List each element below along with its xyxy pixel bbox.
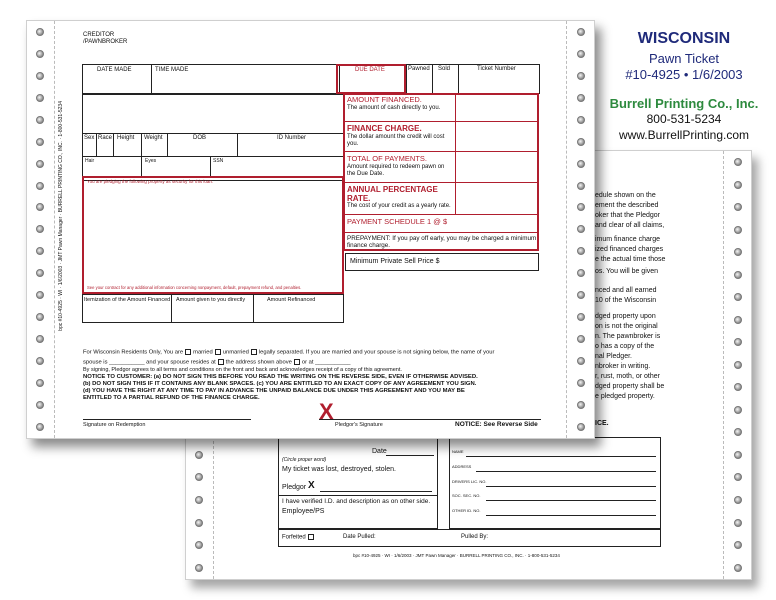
payment-schedule-label: PAYMENT SCHEDULE 1 @ $ <box>347 217 448 226</box>
back-right-tractor-strip <box>725 151 751 579</box>
company-name: Burrell Printing Co., Inc. <box>609 95 759 111</box>
form-header <box>600 30 768 143</box>
field-other-id: OTHER ID. NO. <box>452 508 481 513</box>
front-right-tractor-strip <box>568 21 594 438</box>
amount-given-label: Amount given to you directly <box>176 297 246 303</box>
amount-financed-desc: The amount of cash directly to you. <box>347 105 441 111</box>
back-pledgor-label: Pledgor <box>282 484 307 491</box>
id-col-race: Race <box>98 135 113 141</box>
signing-text: By signing, Pledgor agrees to all terms and conditions on the front and back and acknowledges receipt of a copy of this agreement. <box>83 367 402 373</box>
signature-redemption-label: Signature on Redemption <box>83 422 146 428</box>
creditor-label: CREDITOR /PAWNBROKER <box>83 32 128 45</box>
id-col-dob: DOB <box>193 135 207 141</box>
notice-d2: ENTITLED TO A PARTIAL REFUND OF THE FINANCE CHARGE. <box>83 395 260 401</box>
back-date-label: Date <box>372 448 387 455</box>
ssn-label: SSN <box>213 158 224 164</box>
itemization-label: Itemization of the Amount Financed <box>84 297 171 303</box>
amount-financed-title: AMOUNT FINANCED. <box>347 95 422 104</box>
apr-title: ANNUAL PERCENTAGE RATE. <box>347 185 438 204</box>
circle-word-note: (Circle proper word) <box>282 457 327 463</box>
company-website: www.BurrellPrinting.com <box>618 127 750 142</box>
residents-line: For Wisconsin Residents Only, You are married unmarried legally separated. If you are married and your spouse is not signing below, the name of your <box>83 349 495 356</box>
time-made-label: TIME MADE <box>155 67 189 73</box>
pledgor-signature-label: Pledgor's Signature <box>335 422 383 428</box>
id-col-weight: Weight <box>144 135 163 141</box>
notice-reverse-label: NOTICE: See Reverse Side <box>455 421 538 428</box>
notice-b: (b) DO NOT SIGN THIS IF IT CONTAINS ANY BLANK SPACES. (c) YOU ARE ENTITLED TO AN EXACT COPY OF ANY AGREEMENT YOU SIGN. <box>83 381 477 387</box>
id-col-id-number: ID Number <box>277 135 307 141</box>
field-address: ADDRESS <box>452 464 472 469</box>
forfeited-label: Forfeited <box>282 534 316 541</box>
ticket-number-label: Ticket Number <box>477 66 516 72</box>
pulled-by-label: Pulled By: <box>461 534 489 540</box>
pledged-property-box <box>82 176 344 294</box>
side-printer-text: bpc #10-4925 · WI · 1/6/2003 · JMT Pawn Manager · BURRELL PRINTING CO., INC. · 1-800-531-5234 <box>58 101 64 331</box>
eyes-label: Eyes <box>145 158 157 164</box>
contract-note: See your contract for any additional information concerning nonpayment, default, prepayment refund, and penalties. <box>87 285 302 290</box>
finance-charge-desc: The dollar amount the credit will cost you. <box>347 134 445 147</box>
doc-type: Pawn Ticket <box>648 51 720 66</box>
id-col-height: Height <box>117 135 135 141</box>
notice-d: (d) YOU HAVE THE RIGHT AT ANY TIME TO PAY IN ADVANCE THE UNPAID BALANCE DUE UNDER THIS AGREEMENT AND YOU MAY BE <box>83 388 465 394</box>
sold-label: Sold <box>438 66 451 72</box>
field-drivers-lic: DRIVERS LIC. NO. <box>452 479 487 484</box>
min-private-sell-label: Minimum Private Sell Price $ <box>350 258 440 265</box>
pledgor-x-mark: X <box>319 399 334 424</box>
field-soc-sec: SOC. SEC. NO. <box>452 493 481 498</box>
ticket-lost-text: My ticket was lost, destroyed, stolen. <box>282 466 396 473</box>
pledge-note: You are pledging the following property as security for this loan. <box>87 179 214 184</box>
prepayment-text: PREPAYMENT: If you pay off early, you may be charged a minimum finance charge. <box>347 235 537 250</box>
apr-desc: The cost of your credit as a yearly rate. <box>347 203 451 209</box>
date-pulled-label: Date Pulled: <box>343 534 376 540</box>
id-col-sex: Sex <box>84 135 95 141</box>
back-footer: bpc #10-4925 · WI · 1/6/2003 · JMT Pawn Manager · BURRELL PRINTING CO., INC. · 1-800-531-5234 <box>353 553 560 558</box>
total-payments-desc: Amount required to redeem pawn on the Due Date. <box>347 164 445 177</box>
notice-a: NOTICE TO CUSTOMER: (a) DO NOT SIGN THIS BEFORE YOU READ THE WRITING ON THE REVERSE SIDE, EVEN IF OTHERWISE ADVISED. <box>83 374 478 380</box>
employee-label: Employee/PS <box>282 508 325 515</box>
company-phone: 800-531-5234 <box>646 111 722 126</box>
amount-refinanced-label: Amount Refinanced <box>267 297 316 303</box>
pawned-label: Pawned <box>408 66 430 72</box>
form-info: #10-4925 • 1/6/2003 <box>625 67 743 83</box>
spouse-line: spouse is ___________ and your spouse resides at the address shown above or at ___________ <box>83 359 351 366</box>
state-title: WISCONSIN <box>637 30 731 47</box>
finance-charge-title: FINANCE CHARGE. <box>347 124 422 133</box>
due-date-label: DUE DATE <box>355 67 385 73</box>
total-payments-title: TOTAL OF PAYMENTS. <box>347 154 428 163</box>
front-sheet <box>26 20 595 439</box>
front-left-tractor-strip <box>27 21 53 438</box>
date-made-label: DATE MADE <box>97 67 132 73</box>
field-name: NAME <box>452 449 464 454</box>
verified-text: I have verified I.D. and description as on other side. <box>282 498 431 505</box>
hair-label: Hair <box>85 158 95 164</box>
back-x-mark: X <box>308 480 315 491</box>
